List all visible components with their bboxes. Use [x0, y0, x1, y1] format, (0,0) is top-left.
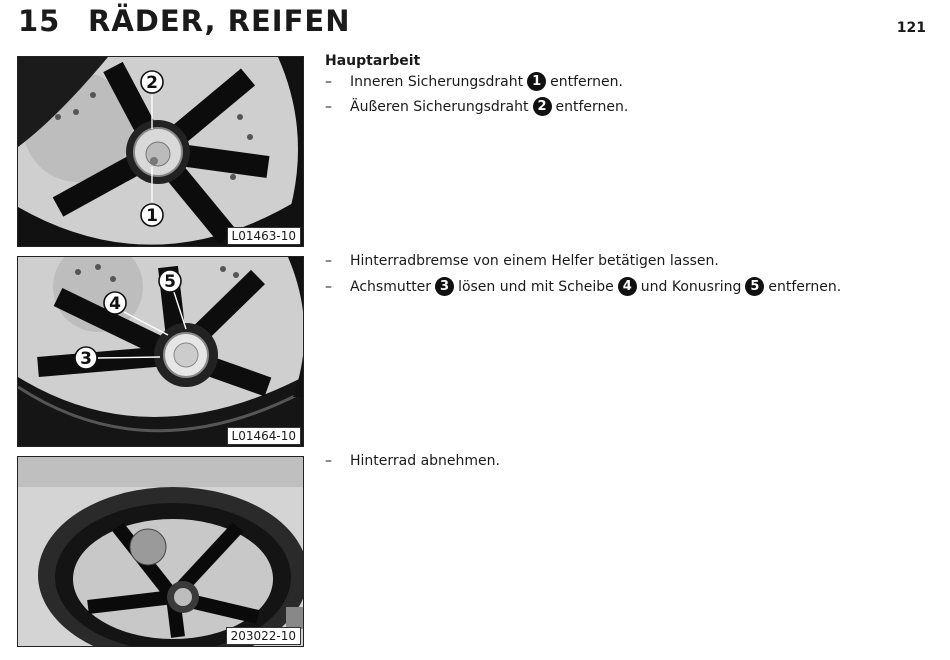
- figure-code: 203022-10: [226, 627, 301, 645]
- wheel-photo-3: [18, 457, 303, 646]
- step-remove-axle-nut: [325, 277, 841, 296]
- svg-text:1: 1: [146, 206, 158, 226]
- step-text: Äußeren Sicherungsdraht: [350, 98, 529, 115]
- step-text: Hinterradbremse von einem Helfer betätigen lassen.: [350, 253, 719, 269]
- figure-wheel-safety-wires: [17, 56, 304, 247]
- reference-number-4: 4: [618, 277, 637, 296]
- step-text: entfernen.: [550, 73, 623, 90]
- svg-text:4: 4: [109, 294, 121, 314]
- list-dash: –: [325, 253, 332, 269]
- step-text: lösen und mit Scheibe: [458, 278, 614, 295]
- figure-code: L01464-10: [227, 427, 301, 445]
- callout-3: [75, 347, 97, 369]
- callout-4: [104, 292, 126, 314]
- wheel-photo-2: [18, 257, 303, 446]
- list-dash: –: [325, 278, 332, 295]
- wheel-photo-1: [18, 57, 303, 246]
- step-text: Inneren Sicherungsdraht: [350, 73, 524, 90]
- step-remove-rear-wheel: [325, 453, 500, 469]
- step-remove-inner-wire: [325, 72, 623, 91]
- callout-5: [159, 270, 181, 292]
- svg-text:5: 5: [164, 272, 176, 292]
- list-dash: –: [325, 98, 332, 115]
- callout-1: [141, 204, 163, 226]
- figure-rear-wheel: [17, 456, 304, 647]
- section-heading: Hauptarbeit: [325, 53, 421, 69]
- step-apply-brake: [325, 253, 719, 269]
- page-number: 121: [896, 20, 926, 36]
- step-text: entfernen.: [768, 278, 842, 295]
- chapter-number: 15: [18, 4, 61, 38]
- reference-number-3: 3: [435, 277, 454, 296]
- list-dash: –: [325, 453, 332, 469]
- reference-number-2: 2: [533, 97, 552, 116]
- callout-2: [141, 71, 163, 93]
- step-remove-outer-wire: [325, 97, 628, 116]
- reference-number-1: 1: [527, 72, 546, 91]
- chapter-title: RÄDER, REIFEN: [88, 4, 351, 38]
- list-dash: –: [325, 73, 332, 90]
- svg-text:2: 2: [146, 73, 158, 93]
- step-text: und Konusring: [640, 278, 742, 295]
- svg-text:3: 3: [80, 349, 92, 369]
- figure-axle-nut: [17, 256, 304, 447]
- step-text: Achsmutter: [350, 278, 432, 295]
- reference-number-5: 5: [745, 277, 764, 296]
- step-text: entfernen.: [555, 98, 629, 115]
- figure-code: L01463-10: [227, 227, 301, 245]
- step-text: Hinterrad abnehmen.: [350, 453, 500, 469]
